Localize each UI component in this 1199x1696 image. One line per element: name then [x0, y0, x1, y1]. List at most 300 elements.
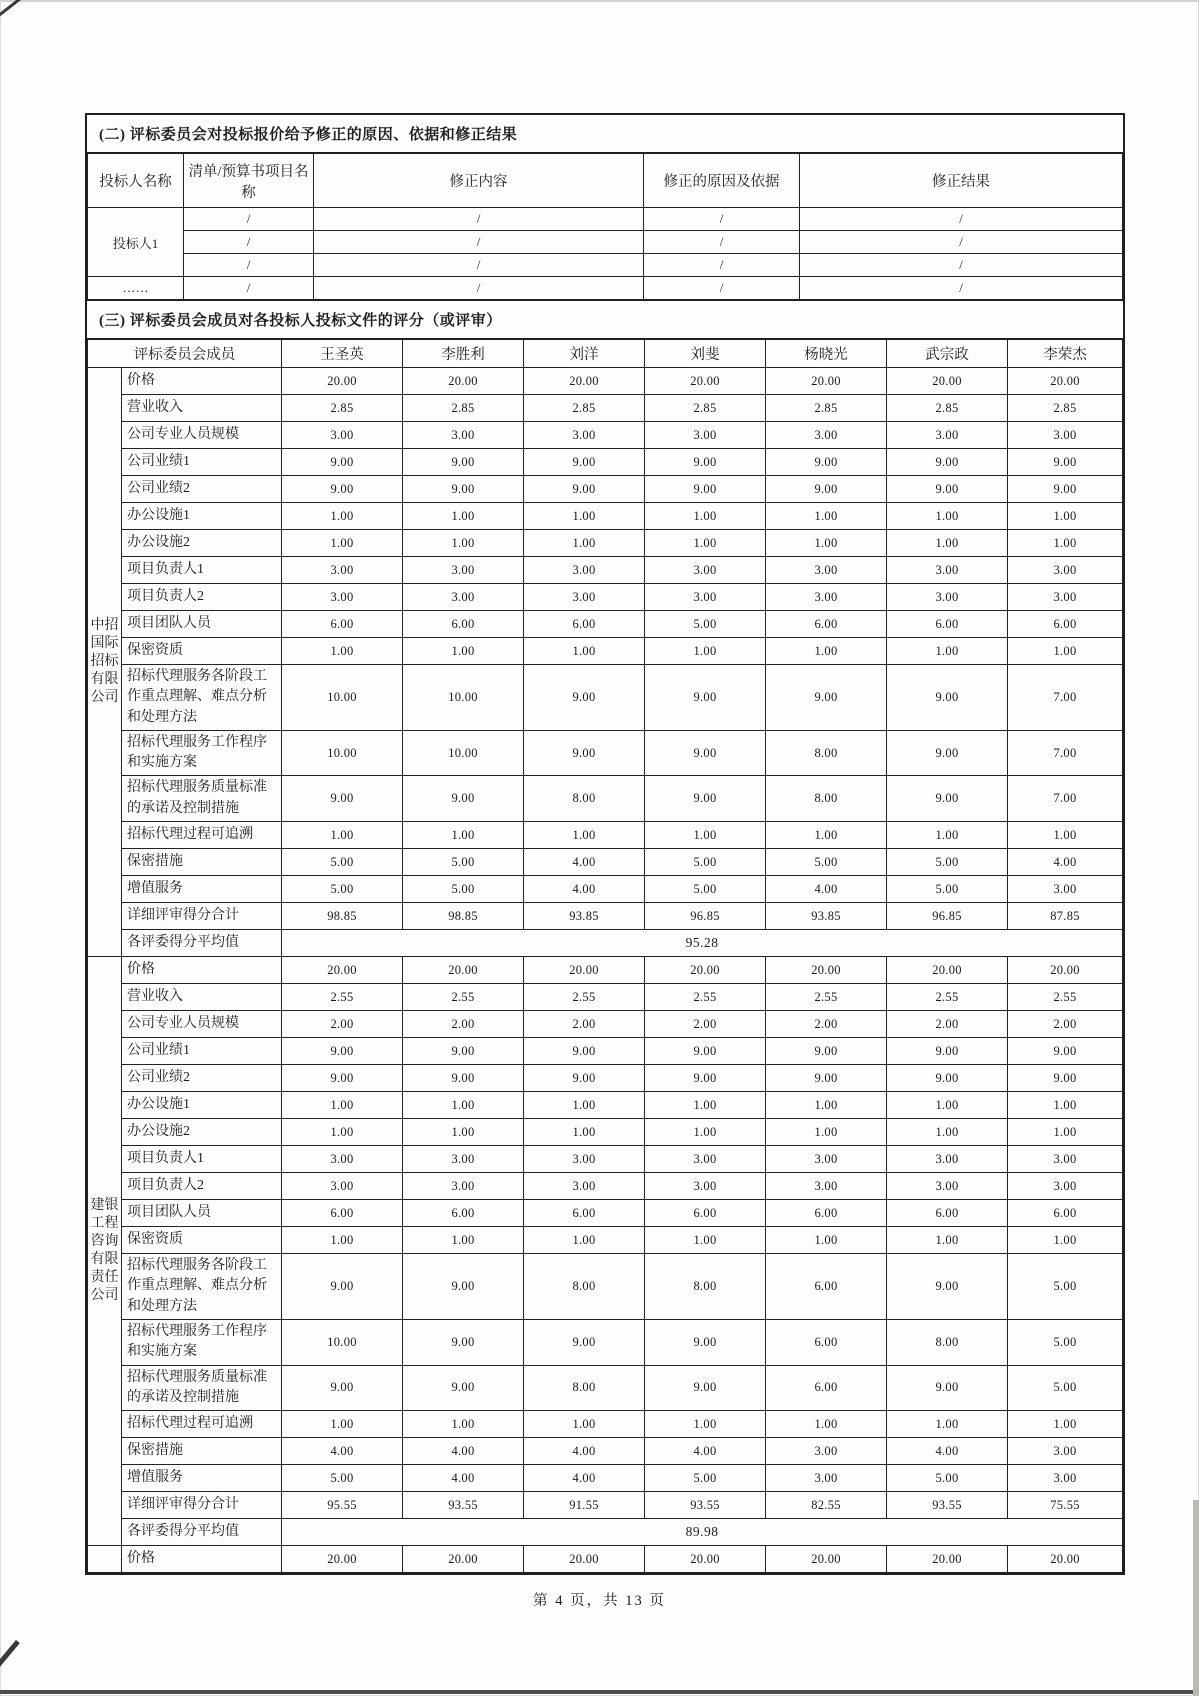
score-cell: 1.00 [524, 638, 645, 665]
score-cell: 3.00 [1008, 1438, 1123, 1465]
criterion-label: 公司业绩1 [122, 449, 282, 476]
score-row [88, 557, 1123, 584]
score-cell: 9.00 [887, 1065, 1008, 1092]
correction-cell: / [184, 208, 314, 231]
score-cell: 5.00 [645, 611, 766, 638]
score-cell: 1.00 [887, 503, 1008, 530]
score-cell: 3.00 [524, 557, 645, 584]
average-value: 95.28 [282, 930, 1123, 957]
criterion-label: 招标代理过程可追溯 [122, 822, 282, 849]
score-cell: 3.00 [766, 1146, 887, 1173]
score-cell: 9.00 [645, 1038, 766, 1065]
criterion-label: 公司业绩2 [122, 476, 282, 503]
score-cell: 2.55 [645, 984, 766, 1011]
score-table [87, 339, 1123, 1573]
score-cell: 4.00 [282, 1438, 403, 1465]
score-cell: 1.00 [524, 1092, 645, 1119]
score-cell: 98.85 [403, 903, 524, 930]
score-cell: 91.55 [524, 1492, 645, 1519]
score-cell: 6.00 [1008, 1200, 1123, 1227]
score-cell: 3.00 [645, 1173, 766, 1200]
score-cell: 3.00 [282, 557, 403, 584]
score-cell: 4.00 [645, 1438, 766, 1465]
score-cell: 2.00 [645, 1011, 766, 1038]
member-name: 李荣杰 [1008, 340, 1123, 368]
criterion-label: 公司业绩1 [122, 1038, 282, 1065]
score-cell: 4.00 [524, 1465, 645, 1492]
score-col-members: 评标委员会成员 [88, 340, 282, 368]
score-cell: 6.00 [766, 1365, 887, 1411]
score-cell: 9.00 [766, 665, 887, 731]
criterion-label: 办公设施2 [122, 1119, 282, 1146]
score-cell: 20.00 [1008, 368, 1123, 395]
score-row [88, 1092, 1123, 1119]
score-cell: 4.00 [524, 876, 645, 903]
score-cell: 9.00 [1008, 1065, 1123, 1092]
score-cell: 2.85 [282, 395, 403, 422]
score-cell: 20.00 [887, 368, 1008, 395]
score-cell: 9.00 [645, 776, 766, 822]
criterion-label: 公司专业人员规模 [122, 1011, 282, 1038]
score-row [88, 1119, 1123, 1146]
criterion-label: 办公设施1 [122, 503, 282, 530]
score-cell: 3.00 [887, 422, 1008, 449]
correction-cell: / [314, 208, 644, 231]
score-cell: 93.85 [524, 903, 645, 930]
score-cell: 7.00 [1008, 730, 1123, 776]
score-cell: 9.00 [282, 449, 403, 476]
score-cell: 3.00 [282, 1146, 403, 1173]
score-cell: 6.00 [887, 1200, 1008, 1227]
score-cell: 3.00 [645, 422, 766, 449]
score-row [88, 1546, 1123, 1573]
criterion-label: 项目负责人1 [122, 557, 282, 584]
score-row [88, 1365, 1123, 1411]
score-cell: 9.00 [524, 665, 645, 731]
score-cell: 2.55 [403, 984, 524, 1011]
score-cell: 87.85 [1008, 903, 1123, 930]
score-cell: 3.00 [403, 1146, 524, 1173]
score-cell: 1.00 [887, 822, 1008, 849]
score-cell: 5.00 [887, 1465, 1008, 1492]
score-cell: 2.85 [1008, 395, 1123, 422]
score-cell: 96.85 [645, 903, 766, 930]
score-cell: 3.00 [887, 1173, 1008, 1200]
member-name: 武宗政 [887, 340, 1008, 368]
score-cell: 9.00 [403, 776, 524, 822]
score-cell: 9.00 [282, 1065, 403, 1092]
score-cell: 9.00 [403, 1254, 524, 1320]
criterion-label: 详细评审得分合计 [122, 903, 282, 930]
score-cell: 3.00 [524, 1173, 645, 1200]
member-name: 刘洋 [524, 340, 645, 368]
score-cell: 1.00 [1008, 822, 1123, 849]
score-cell: 1.00 [1008, 1227, 1123, 1254]
score-cell: 10.00 [282, 1319, 403, 1365]
correction-col-result: 修正结果 [800, 154, 1123, 208]
score-cell: 3.00 [282, 1173, 403, 1200]
score-cell: 1.00 [1008, 530, 1123, 557]
member-name: 李胜利 [403, 340, 524, 368]
score-cell: 7.00 [1008, 665, 1123, 731]
score-cell: 20.00 [282, 368, 403, 395]
score-cell: 93.55 [645, 1492, 766, 1519]
score-cell: 1.00 [887, 1092, 1008, 1119]
criterion-label: 营业收入 [122, 395, 282, 422]
score-row [88, 1319, 1123, 1365]
score-cell: 10.00 [403, 665, 524, 731]
correction-row [88, 208, 1123, 231]
score-cell: 20.00 [1008, 957, 1123, 984]
score-cell: 5.00 [1008, 1254, 1123, 1320]
score-cell: 8.00 [524, 1365, 645, 1411]
score-cell: 1.00 [403, 1092, 524, 1119]
score-cell: 9.00 [1008, 1038, 1123, 1065]
scan-artifact-top-left [0, 0, 28, 23]
score-cell: 9.00 [766, 1038, 887, 1065]
score-cell: 3.00 [524, 422, 645, 449]
score-row [88, 903, 1123, 930]
score-cell: 93.55 [403, 1492, 524, 1519]
score-cell: 20.00 [766, 1546, 887, 1573]
criterion-label: 办公设施2 [122, 530, 282, 557]
score-cell: 2.55 [282, 984, 403, 1011]
score-row [88, 422, 1123, 449]
score-cell: 20.00 [645, 957, 766, 984]
score-row [88, 1465, 1123, 1492]
score-cell: 1.00 [1008, 1119, 1123, 1146]
score-cell: 20.00 [282, 957, 403, 984]
score-cell: 9.00 [766, 449, 887, 476]
score-cell: 7.00 [1008, 776, 1123, 822]
average-value: 89.98 [282, 1519, 1123, 1546]
score-cell: 9.00 [887, 476, 1008, 503]
score-cell: 10.00 [403, 730, 524, 776]
score-cell: 3.00 [766, 584, 887, 611]
criterion-label: 价格 [122, 957, 282, 984]
score-cell: 93.85 [766, 903, 887, 930]
score-cell: 2.85 [645, 395, 766, 422]
score-row [88, 449, 1123, 476]
score-cell: 6.00 [766, 1200, 887, 1227]
score-cell: 1.00 [524, 1119, 645, 1146]
score-cell: 20.00 [524, 368, 645, 395]
criterion-label: 价格 [122, 1546, 282, 1573]
score-row [88, 1254, 1123, 1320]
page-number: 第 4 页，共 13 页 [533, 1593, 666, 1609]
score-cell: 1.00 [403, 822, 524, 849]
criterion-label: 公司专业人员规模 [122, 422, 282, 449]
score-cell: 1.00 [766, 503, 887, 530]
score-cell: 4.00 [1008, 849, 1123, 876]
score-cell: 6.00 [282, 1200, 403, 1227]
criterion-label: 价格 [122, 368, 282, 395]
score-cell: 3.00 [282, 422, 403, 449]
score-cell: 9.00 [645, 476, 766, 503]
score-cell: 9.00 [524, 1038, 645, 1065]
score-cell: 5.00 [645, 1465, 766, 1492]
score-cell: 20.00 [645, 1546, 766, 1573]
correction-table-body [88, 208, 1123, 300]
score-cell: 9.00 [403, 449, 524, 476]
score-cell: 9.00 [645, 1319, 766, 1365]
score-cell: 20.00 [1008, 1546, 1123, 1573]
score-cell: 5.00 [282, 876, 403, 903]
score-row [88, 822, 1123, 849]
score-cell: 1.00 [282, 1119, 403, 1146]
score-cell: 3.00 [403, 557, 524, 584]
score-cell: 20.00 [887, 1546, 1008, 1573]
score-cell: 4.00 [524, 1438, 645, 1465]
score-cell: 93.55 [887, 1492, 1008, 1519]
score-cell: 9.00 [282, 476, 403, 503]
score-cell: 1.00 [1008, 1092, 1123, 1119]
scan-artifact-bottom-left [0, 1640, 20, 1669]
member-name: 刘斐 [645, 340, 766, 368]
score-row [88, 1011, 1123, 1038]
bidder-name-cell: 投标人1 [88, 208, 184, 277]
score-cell: 1.00 [403, 1227, 524, 1254]
criterion-label: 保密措施 [122, 1438, 282, 1465]
company-name-cell: 中招国际招标有限公司 [88, 368, 122, 957]
correction-cell: / [800, 277, 1123, 300]
score-cell: 6.00 [887, 611, 1008, 638]
score-row [88, 1065, 1123, 1092]
score-row [88, 1173, 1123, 1200]
section2-title: (二) 评标委员会对投标报价给予修正的原因、依据和修正结果 [87, 115, 1123, 153]
correction-col-bidder: 投标人名称 [88, 154, 184, 208]
scan-artifact-bottom-edge [0, 1690, 1199, 1694]
score-cell: 9.00 [524, 476, 645, 503]
correction-col-item: 清单/预算书项目名称 [184, 154, 314, 208]
score-cell: 1.00 [887, 530, 1008, 557]
score-cell: 9.00 [282, 1254, 403, 1320]
score-row [88, 876, 1123, 903]
score-cell: 3.00 [645, 584, 766, 611]
criterion-label: 营业收入 [122, 984, 282, 1011]
score-cell: 1.00 [403, 638, 524, 665]
score-cell: 9.00 [1008, 476, 1123, 503]
score-row [88, 584, 1123, 611]
score-cell: 5.00 [403, 849, 524, 876]
score-cell: 1.00 [766, 822, 887, 849]
criterion-label: 保密资质 [122, 638, 282, 665]
score-cell: 3.00 [282, 584, 403, 611]
score-cell: 95.55 [282, 1492, 403, 1519]
score-cell: 2.00 [282, 1011, 403, 1038]
score-cell: 9.00 [645, 1365, 766, 1411]
criterion-label: 招标代理服务工作程序和实施方案 [122, 1319, 282, 1365]
score-row [88, 776, 1123, 822]
score-cell: 9.00 [403, 1319, 524, 1365]
criterion-label: 项目负责人2 [122, 1173, 282, 1200]
score-cell: 1.00 [766, 1092, 887, 1119]
score-row [88, 849, 1123, 876]
score-cell: 3.00 [766, 422, 887, 449]
score-cell: 1.00 [1008, 1411, 1123, 1438]
score-cell: 8.00 [524, 776, 645, 822]
score-cell: 8.00 [524, 1254, 645, 1320]
average-label: 各评委得分平均值 [122, 930, 282, 957]
score-cell: 1.00 [645, 1411, 766, 1438]
score-cell: 5.00 [887, 849, 1008, 876]
correction-cell: / [644, 231, 800, 254]
bidder-name-cell: …… [88, 277, 184, 300]
score-cell: 3.00 [766, 1438, 887, 1465]
score-row [88, 638, 1123, 665]
score-cell: 1.00 [645, 822, 766, 849]
score-cell: 1.00 [282, 1092, 403, 1119]
score-cell: 20.00 [766, 368, 887, 395]
score-cell: 9.00 [403, 1365, 524, 1411]
criterion-label: 项目团队人员 [122, 611, 282, 638]
score-cell: 9.00 [1008, 449, 1123, 476]
score-cell: 9.00 [645, 665, 766, 731]
score-cell: 1.00 [524, 1227, 645, 1254]
score-cell: 9.00 [403, 476, 524, 503]
score-cell: 3.00 [403, 1173, 524, 1200]
score-cell: 1.00 [403, 530, 524, 557]
score-cell: 3.00 [1008, 1173, 1123, 1200]
score-cell: 2.00 [403, 1011, 524, 1038]
criterion-label: 保密资质 [122, 1227, 282, 1254]
criterion-label: 项目负责人1 [122, 1146, 282, 1173]
score-cell: 3.00 [766, 557, 887, 584]
score-cell: 5.00 [645, 849, 766, 876]
score-cell: 9.00 [403, 1038, 524, 1065]
score-row [88, 530, 1123, 557]
score-cell: 20.00 [403, 368, 524, 395]
score-cell: 5.00 [282, 849, 403, 876]
score-cell: 2.85 [887, 395, 1008, 422]
score-cell: 5.00 [1008, 1365, 1123, 1411]
criterion-label: 增值服务 [122, 1465, 282, 1492]
correction-cell: / [184, 254, 314, 277]
score-cell: 3.00 [524, 584, 645, 611]
correction-row [88, 231, 1123, 254]
score-cell: 6.00 [524, 611, 645, 638]
score-cell: 3.00 [1008, 1465, 1123, 1492]
score-cell: 1.00 [766, 1411, 887, 1438]
score-cell: 3.00 [403, 422, 524, 449]
score-cell: 9.00 [282, 776, 403, 822]
correction-cell: / [314, 254, 644, 277]
criterion-label: 招标代理服务工作程序和实施方案 [122, 730, 282, 776]
score-cell: 3.00 [645, 557, 766, 584]
score-cell: 6.00 [1008, 611, 1123, 638]
score-table-header-row [88, 340, 1123, 368]
correction-row [88, 254, 1123, 277]
score-row [88, 984, 1123, 1011]
score-cell: 1.00 [282, 822, 403, 849]
score-cell: 9.00 [282, 1038, 403, 1065]
score-cell: 5.00 [403, 876, 524, 903]
score-cell: 2.00 [524, 1011, 645, 1038]
score-cell: 9.00 [887, 449, 1008, 476]
score-cell: 1.00 [645, 1227, 766, 1254]
criterion-label: 保密措施 [122, 849, 282, 876]
company-name-cell [88, 1546, 122, 1573]
score-cell: 6.00 [403, 1200, 524, 1227]
score-cell: 4.00 [403, 1438, 524, 1465]
score-cell: 5.00 [766, 849, 887, 876]
score-cell: 1.00 [645, 1119, 766, 1146]
score-cell: 2.00 [1008, 1011, 1123, 1038]
correction-cell: / [800, 254, 1123, 277]
score-cell: 6.00 [282, 611, 403, 638]
criterion-label: 项目团队人员 [122, 1200, 282, 1227]
score-cell: 3.00 [766, 1465, 887, 1492]
score-cell: 1.00 [887, 638, 1008, 665]
score-cell: 8.00 [766, 776, 887, 822]
score-cell: 20.00 [887, 957, 1008, 984]
score-cell: 3.00 [1008, 1146, 1123, 1173]
score-cell: 2.85 [403, 395, 524, 422]
report-body [85, 113, 1125, 1575]
score-cell: 20.00 [403, 957, 524, 984]
score-cell: 5.00 [645, 876, 766, 903]
section3-title: (三) 评标委员会成员对各投标人投标文件的评分（或评审） [87, 300, 1123, 339]
score-cell: 20.00 [766, 957, 887, 984]
score-cell: 9.00 [887, 1365, 1008, 1411]
score-cell: 1.00 [887, 1411, 1008, 1438]
score-cell: 2.55 [887, 984, 1008, 1011]
score-cell: 96.85 [887, 903, 1008, 930]
score-cell: 2.55 [524, 984, 645, 1011]
score-cell: 6.00 [403, 611, 524, 638]
criterion-label: 招标代理服务各阶段工作重点理解、难点分析和处理方法 [122, 665, 282, 731]
criterion-label: 办公设施1 [122, 1092, 282, 1119]
correction-cell: / [644, 208, 800, 231]
score-row [88, 1200, 1123, 1227]
score-cell: 1.00 [282, 503, 403, 530]
score-row [88, 1146, 1123, 1173]
score-cell: 9.00 [282, 1365, 403, 1411]
average-row [88, 1519, 1123, 1546]
score-cell: 3.00 [1008, 422, 1123, 449]
score-cell: 6.00 [524, 1200, 645, 1227]
average-row [88, 930, 1123, 957]
score-cell: 4.00 [403, 1465, 524, 1492]
score-cell: 1.00 [282, 1411, 403, 1438]
member-name: 王圣英 [282, 340, 403, 368]
score-row [88, 1038, 1123, 1065]
score-cell: 1.00 [1008, 503, 1123, 530]
score-cell: 9.00 [887, 730, 1008, 776]
score-cell: 10.00 [282, 730, 403, 776]
score-cell: 3.00 [887, 557, 1008, 584]
correction-table [87, 153, 1123, 300]
score-cell: 8.00 [887, 1319, 1008, 1365]
criterion-label: 招标代理服务质量标准的承诺及控制措施 [122, 776, 282, 822]
score-cell: 6.00 [766, 611, 887, 638]
score-cell: 82.55 [766, 1492, 887, 1519]
criterion-label: 增值服务 [122, 876, 282, 903]
score-cell: 2.00 [887, 1011, 1008, 1038]
score-cell: 1.00 [645, 638, 766, 665]
score-row [88, 368, 1123, 395]
score-cell: 98.85 [282, 903, 403, 930]
correction-col-content: 修正内容 [314, 154, 644, 208]
score-cell: 20.00 [403, 1546, 524, 1573]
score-cell: 1.00 [524, 503, 645, 530]
correction-cell: / [314, 277, 644, 300]
score-cell: 1.00 [403, 1119, 524, 1146]
score-cell: 5.00 [1008, 1319, 1123, 1365]
score-cell: 5.00 [282, 1465, 403, 1492]
score-cell: 2.85 [524, 395, 645, 422]
score-row [88, 730, 1123, 776]
